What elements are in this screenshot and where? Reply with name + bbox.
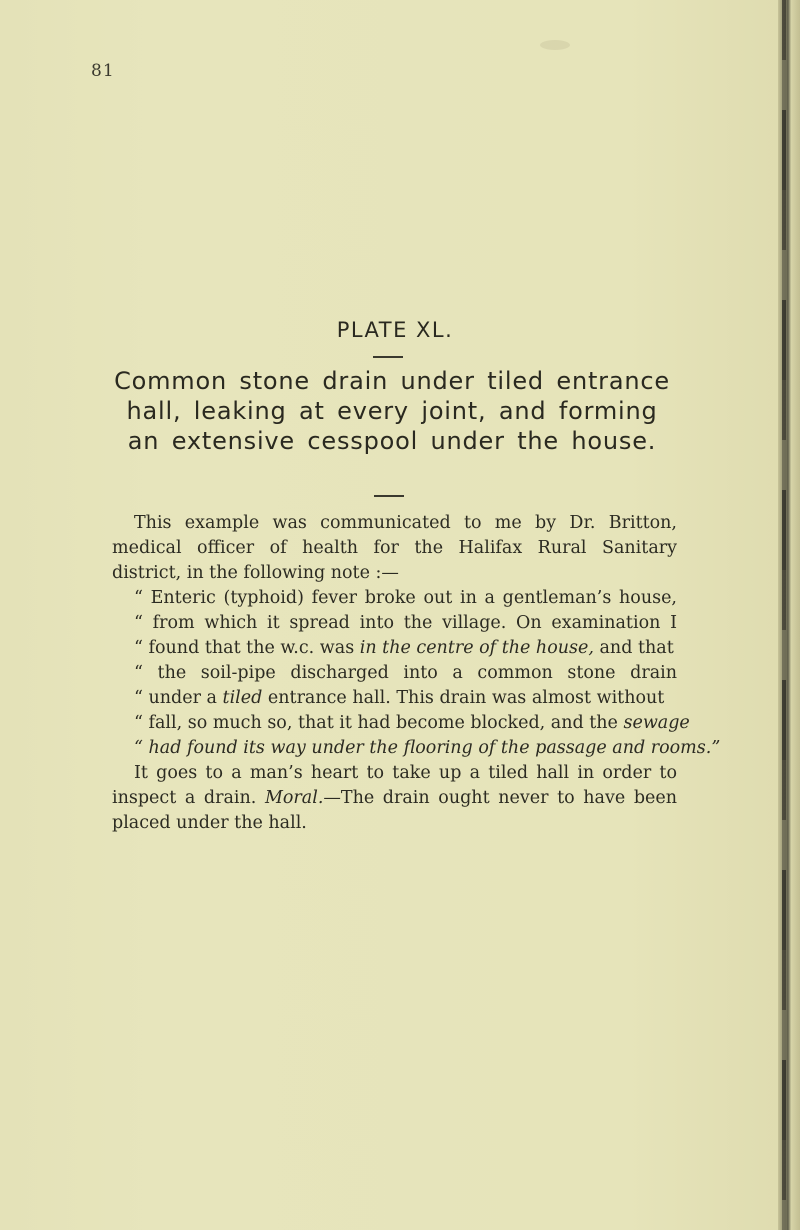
body-line: “ the soil-pipe discharged into a common stone drain bbox=[134, 663, 677, 683]
body-line: inspect a drain. Moral.—The drain ought never to have been bbox=[112, 788, 677, 808]
plate-heading: Common stone drain under tiled entrance hall, leaking at every joint, and forming an extensive cesspool under the house. bbox=[114, 367, 670, 455]
body-line: “ found that the w.c. was in the centre of the house, and that bbox=[134, 638, 674, 658]
plate-title: PLATE XL. bbox=[336, 318, 454, 342]
body-line: “ under a tiled entrance hall. This drain was almost without bbox=[134, 688, 665, 708]
body-line: “ had found its way under the flooring of the passage and rooms.” bbox=[134, 738, 721, 758]
body-text bbox=[112, 511, 721, 836]
title-divider bbox=[373, 356, 403, 358]
body-line: medical officer of health for the Halifax Rural Sanitary bbox=[112, 538, 677, 558]
body-line: This example was communicated to me by Dr. Britton, bbox=[134, 513, 677, 533]
body-line: “ from which it spread into the village. On examination I bbox=[134, 613, 677, 633]
body-line: placed under the hall. bbox=[112, 813, 307, 833]
body-line: district, in the following note :— bbox=[112, 563, 399, 583]
page-number: 81 bbox=[91, 61, 115, 81]
heading-divider bbox=[374, 495, 404, 497]
body-line: It goes to a man’s heart to take up a tiled hall in order to bbox=[134, 763, 677, 783]
body-line: “ Enteric (typhoid) fever broke out in a gentleman’s house, bbox=[134, 588, 677, 608]
body-line: “ fall, so much so, that it had become blocked, and the sewage bbox=[134, 713, 690, 733]
paper-stain bbox=[540, 40, 570, 50]
page-edge-shadow bbox=[782, 0, 786, 1230]
